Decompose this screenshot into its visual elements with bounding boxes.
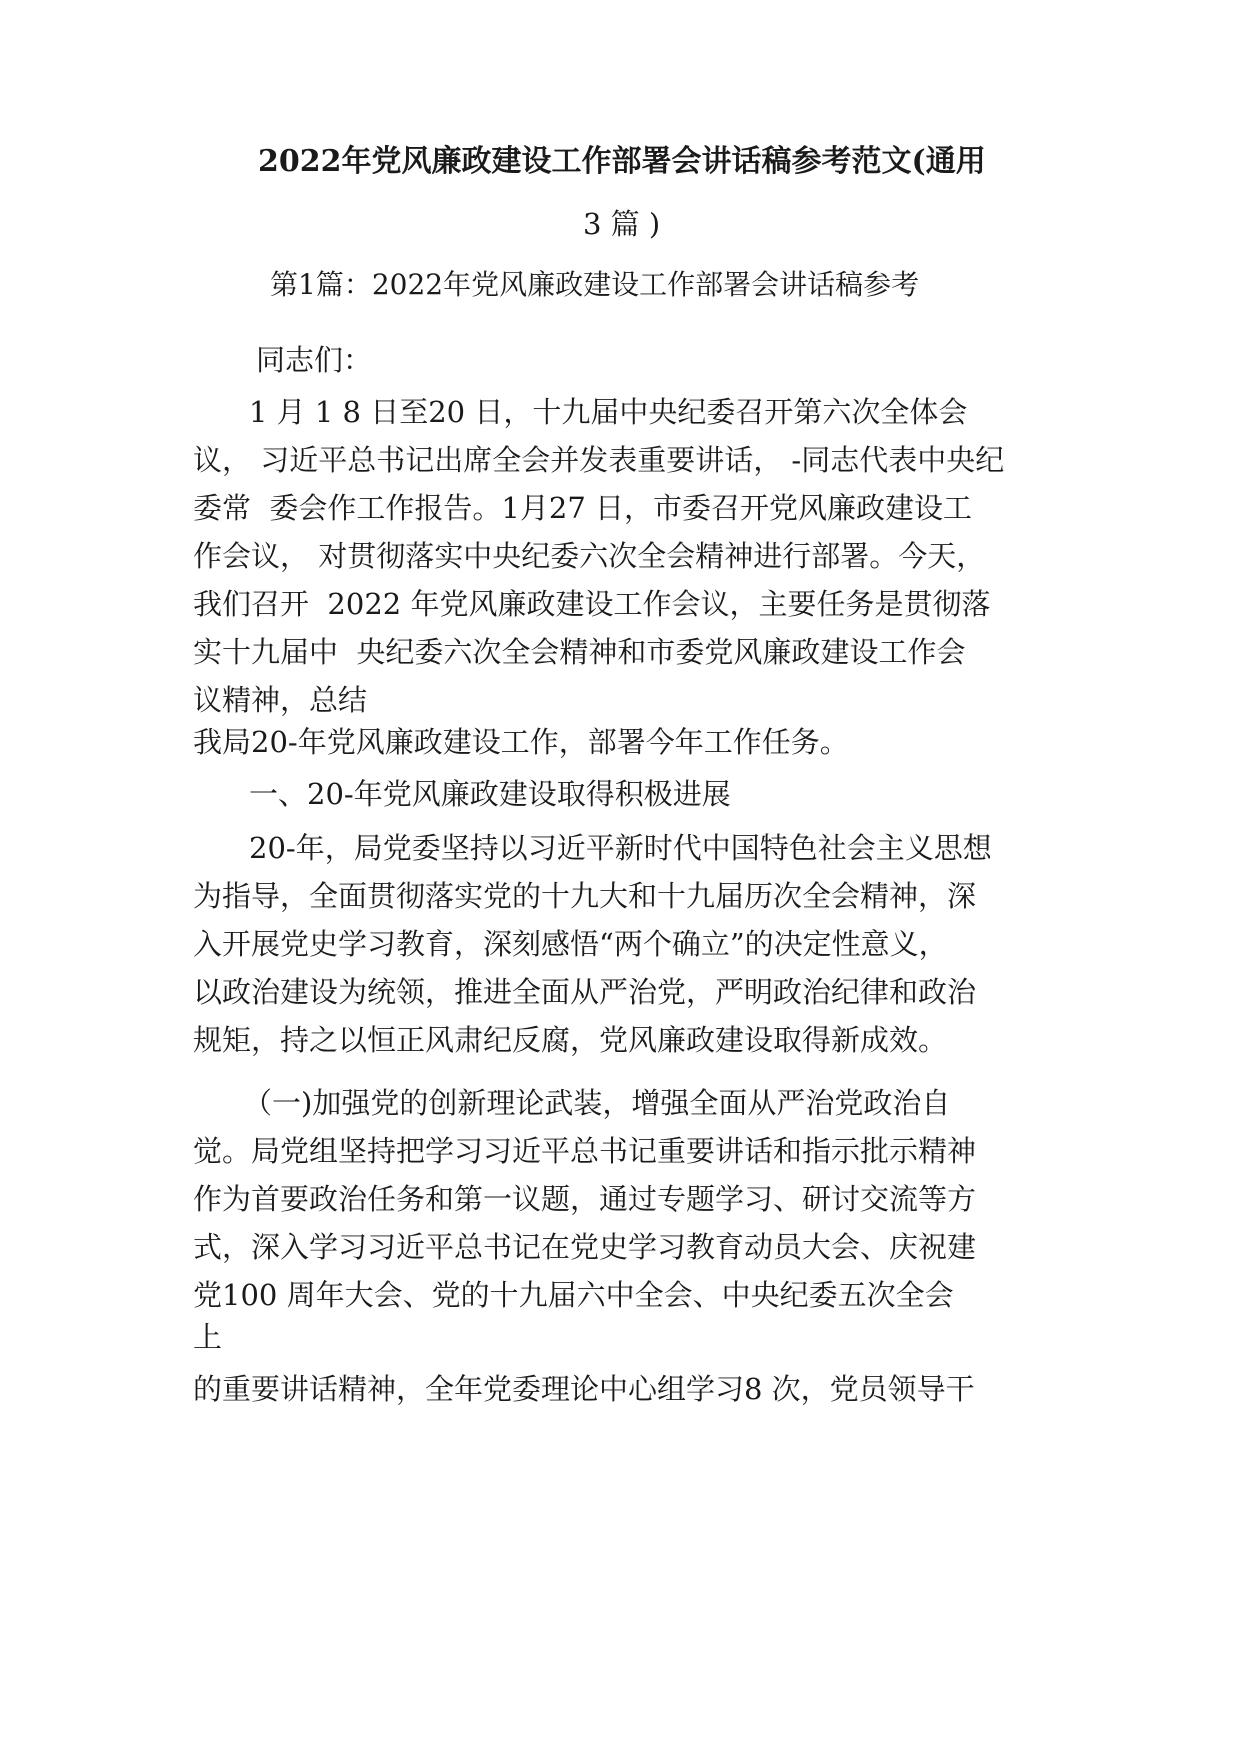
- paragraph-line: 议， 习近平总书记出席全会并发表重要讲话， -同志代表中央纪: [193, 443, 1005, 477]
- paragraph-line: 作会议， 对贯彻落实中央纪委六次全会精神进行部署。今天，: [193, 539, 986, 573]
- paragraph-line: 上: [193, 1320, 223, 1354]
- paragraph-line: 我局20-年党风廉政建设工作，部署今年工作任务。: [193, 725, 849, 759]
- paragraph-line: 作为首要政治任务和第一议题，通过专题学习、研讨交流等方: [193, 1182, 977, 1216]
- paragraph-line: 委常 委会作工作报告。1月27 日，市委召开党风廉政建设工: [193, 491, 973, 525]
- paragraph-line: （一)加强党的创新理论武装，增强全面从严治党政治自: [243, 1086, 951, 1120]
- paragraph-line: 觉。局党组坚持把学习习近平总书记重要讲话和指示批示精神: [193, 1134, 977, 1168]
- paragraph-line: 入开展党史学习教育，深刻感悟“两个确立”的决定性意义，: [193, 927, 948, 961]
- paragraph-line: 规矩，持之以恒正风肃纪反腐，党风廉政建设取得新成效。: [193, 1023, 948, 1057]
- section-subtitle: 第1篇：2022年党风廉政建设工作部署会讲话稿参考: [270, 268, 920, 301]
- section-heading: 一、20-年党风廉政建设取得积极进展: [249, 777, 731, 811]
- document-title-line1: 2022年党风廉政建设工作部署会讲话稿参考范文(通用: [258, 144, 986, 179]
- paragraph-line: 实十九届中 央纪委六次全会精神和市委党风廉政建设工作会: [193, 635, 966, 669]
- document-title-line2: 3 篇 ): [583, 207, 661, 241]
- paragraph-line: 20-年，局党委坚持以习近平新时代中国特色社会主义思想: [249, 831, 992, 865]
- paragraph-line: 以政治建设为统领，推进全面从严治党，严明政治纪律和政治: [193, 975, 977, 1009]
- greeting: 同志们：: [256, 343, 373, 377]
- paragraph-line: 党100 周年大会、党的十九届六中全会、中央纪委五次全会: [193, 1278, 954, 1312]
- paragraph-line: 为指导，全面贯彻落实党的十九大和十九届历次全会精神，深: [193, 879, 977, 913]
- paragraph-line: 我们召开 2022 年党风廉政建设工作会议，主要任务是贯彻落: [193, 587, 991, 621]
- paragraph-line: 议精神，总结: [193, 683, 368, 717]
- paragraph-line: 式，深入学习习近平总书记在党史学习教育动员大会、庆祝建: [193, 1230, 977, 1264]
- paragraph-line: 1 月 1 8 日至20 日，十九届中央纪委召开第六次全体会: [249, 395, 968, 429]
- paragraph-line: 的重要讲话精神，全年党委理论中心组学习8 次，党员领导干: [193, 1372, 975, 1406]
